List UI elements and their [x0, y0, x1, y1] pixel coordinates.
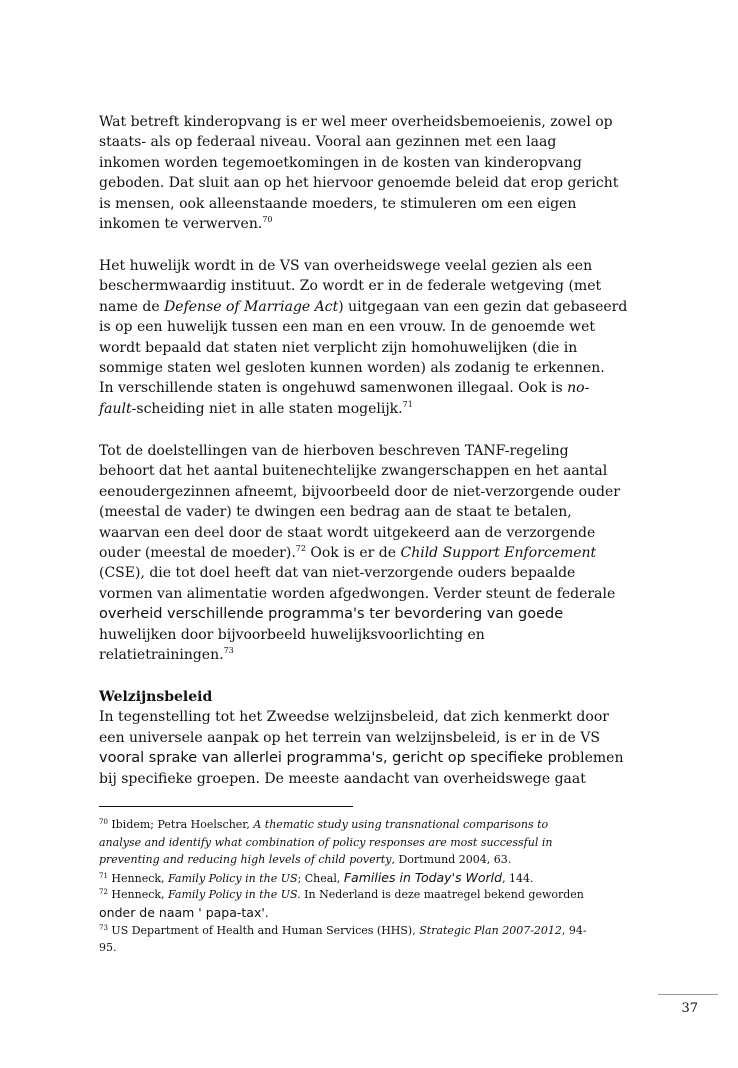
- text-segment: Henneck,: [107, 888, 169, 902]
- text-segment: relatietrainingen.: [99, 646, 224, 663]
- text-line: beschermwaardig instituut. Zo wordt er in de federale wetgeving (met: [99, 278, 602, 295]
- text-line: geboden. Dat sluit aan op het hiervoor genoemde beleid dat erop gericht: [99, 175, 619, 192]
- text-line: inkomen worden tegemoetkomingen in de kosten van kinderopvang: [99, 154, 582, 171]
- text-line: bij specifieke groepen. De meeste aandacht van overheidswege gaat: [99, 770, 586, 787]
- text-segment: ) uitgegaan van een gezin dat gebaseerd: [338, 298, 628, 315]
- footnote-ref: 71: [402, 399, 413, 409]
- text-segment: oblemen: [562, 750, 624, 767]
- text-segment: In verschillende staten is ongehuwd samenwonen illegaal. Ook is: [99, 380, 568, 397]
- footnote-73: [99, 922, 644, 940]
- page-number-rule: [658, 994, 718, 995]
- footnote-ref: 70: [262, 214, 273, 224]
- italic-title: Families in Today's World: [343, 869, 503, 885]
- page-number: 37: [681, 1001, 698, 1016]
- text-line: waarvan een deel door de staat wordt uitgekeerd aan de verzorgende: [99, 524, 596, 541]
- text-line: Tot de doelstellingen van de hierboven beschreven TANF-regeling: [99, 443, 569, 459]
- text-segment: US Department of Health and Human Services (HHS),: [107, 923, 420, 937]
- italic-title: Defense of Marriage Act: [164, 298, 339, 315]
- text-line: [99, 297, 644, 317]
- footnote-71: [99, 869, 644, 887]
- footnote-72: [99, 886, 644, 904]
- text-segment: In Nederland is deze maatregel bekend geworden: [300, 888, 584, 902]
- italic-title: Child Support Enforcement: [400, 544, 597, 561]
- footnote-line: [99, 834, 644, 852]
- text-segment: Ook is er de: [305, 544, 401, 561]
- text-line: [99, 214, 644, 234]
- text-line: (CSE), die tot doel heeft dat van niet-verzorgende ouders bepaalde: [99, 565, 576, 582]
- text-segment: Ibidem; Petra Hoelscher,: [107, 818, 254, 831]
- footnote-separator: [99, 806, 353, 807]
- text-segment: , 144.: [502, 871, 534, 885]
- paragraph-marriage: [99, 256, 644, 419]
- text-segment: , 94-: [561, 923, 587, 937]
- text-line: [99, 378, 644, 398]
- italic-title: Family Policy in the US: [168, 871, 298, 885]
- paragraph-childcare: [99, 112, 644, 234]
- text-line: sommige staten wel gesloten kunnen worden) als zodanig te erkennen.: [99, 359, 605, 376]
- footnote-70: [99, 816, 644, 834]
- text-line: Het huwelijk wordt in de VS van overheidswege veelal gezien als een: [99, 258, 593, 274]
- text-line: In tegenstelling tot het Zweedse welzijnsbeleid, dat zich kenmerkt door: [99, 709, 609, 726]
- text-line: behoort dat het aantal buitenechtelijke zwangerschappen en het aantal: [99, 463, 608, 480]
- text-segment: vooral sprake van allerlei programma's, gericht op specifieke pr: [99, 750, 563, 767]
- italic-term: no-: [567, 380, 590, 397]
- footnote-number: 71: [99, 871, 108, 880]
- footnote-number: 72: [99, 888, 108, 897]
- text-segment: Henneck,: [107, 871, 169, 885]
- text-line: vormen van alimentatie worden afgedwongen. Verder steunt de federale: [99, 585, 616, 602]
- section-welfare-policy: [99, 687, 644, 789]
- paragraph-tanf: [99, 441, 644, 665]
- italic-title: Strategic Plan 2007-2012: [419, 923, 562, 937]
- footnotes: [99, 816, 644, 957]
- text-segment: inkomen te verwerven.: [99, 215, 263, 232]
- text-line: eenoudergezinnen afneemt, bijvoorbeeld door de niet-verzorgende ouder: [99, 483, 620, 500]
- text-segment: name de: [99, 298, 165, 315]
- text-line: huwelijken door bijvoorbeeld huwelijksvoorlichting en: [99, 626, 485, 643]
- text-line: is op een huwelijk tussen een man en een vrouw. In de genoemde wet: [99, 319, 596, 336]
- text-line: overheid verschillende programma's ter bevordering van goede: [99, 606, 564, 623]
- italic-title: preventing and reducing high levels of child poverty: [99, 853, 392, 867]
- italic-title: A thematic study using transnational comparisons to: [253, 818, 549, 831]
- text-line: [99, 645, 644, 665]
- footnote-line: 95.: [99, 941, 117, 955]
- text-line: [99, 399, 644, 419]
- footnote-number: 70: [99, 818, 108, 826]
- italic-title: analyse and identify what combination of policy responses are most successful in: [99, 835, 553, 849]
- text-segment: , Dortmund 2004, 63.: [391, 853, 512, 867]
- footnote-ref: 73: [223, 645, 234, 655]
- text-line: staats- als op federaal niveau. Vooral aan gezinnen met een laag: [99, 134, 557, 151]
- italic-term: fault: [99, 400, 132, 417]
- text-line: een universele aanpak op het terrein van welzijnsbeleid, is er in de VS: [99, 729, 600, 746]
- text-segment: ; Cheal,: [297, 871, 344, 885]
- text-segment: ouder (meestal de moeder).: [99, 544, 296, 561]
- text-line: [99, 748, 644, 768]
- text-line: is mensen, ook alleenstaande moeders, te stimuleren om een eigen: [99, 195, 577, 212]
- footnote-line: [99, 851, 644, 869]
- section-heading: Welzijnsbeleid: [99, 689, 213, 705]
- footnote-line: onder de naam ' papa-tax'.: [99, 904, 269, 920]
- footnote-number: 73: [99, 923, 108, 932]
- text-line: [99, 543, 644, 563]
- footnote-ref: 72: [295, 543, 306, 553]
- italic-title: Family Policy in the US.: [168, 888, 301, 902]
- text-line: wordt bepaald dat staten niet verplicht zijn homohuwelijken (die in: [99, 339, 578, 356]
- text-segment: -scheiding niet in alle staten mogelijk.: [131, 400, 403, 417]
- text-line: (meestal de vader) te dwingen een bedrag aan de staat te betalen,: [99, 504, 572, 521]
- text-line: Wat betreft kinderopvang is er wel meer overheidsbemoeienis, zowel op: [99, 114, 613, 130]
